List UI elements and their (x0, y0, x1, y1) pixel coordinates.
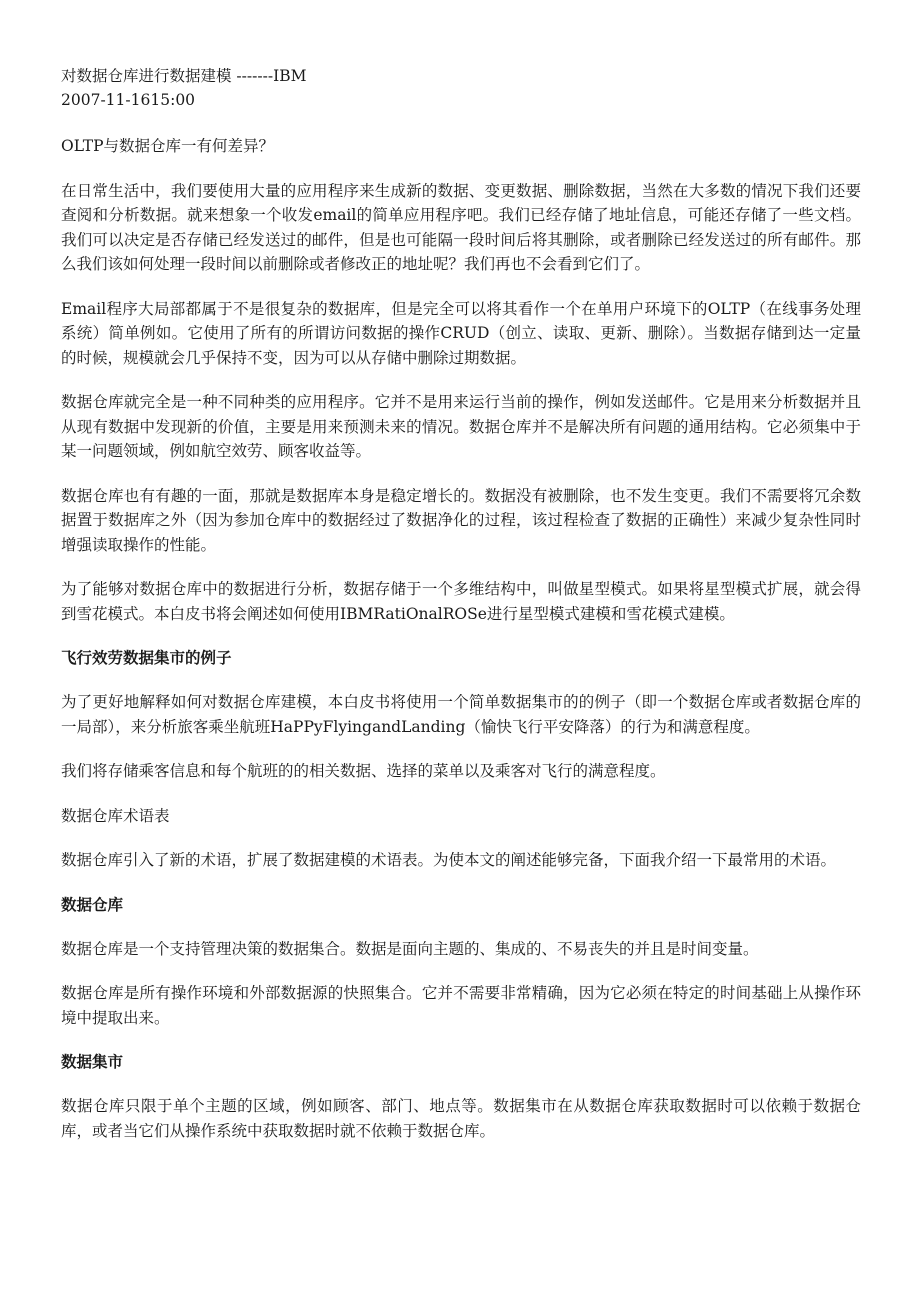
paragraph-data-mart: 数据仓库只限于单个主题的区域，例如顾客、部门、地点等。数据集市在从数据仓库获取数据时可以依赖于数据仓库，或者当它们从操作系统中获取数据时就不依赖于数据仓库。 (61, 1097, 861, 1140)
section-heading-example: 飞行效劳数据集市的例子 (61, 649, 232, 667)
document-page (61, 64, 861, 1163)
section-heading-data-mart: 数据集市 (61, 1053, 124, 1071)
question-heading: OLTP与数据仓库一有何差异？ (61, 137, 275, 155)
paragraph-dw-definition: 数据仓库是一个支持管理决策的数据集合。数据是面向主题的、集成的、不易丧失的并且是时间变量。 (61, 939, 759, 958)
paragraph-intro: 在日常生活中，我们要使用大量的应用程序来生成新的数据、变更数据、删除数据，当然在大多数的情况下我们还要查阅和分析数据。就来想象一个收发email的简单应用程序吧。我们已经存储了地址信息，可能还存储了一些文档。我们可以决定是否存储已经发送过的邮件，但是也可能隔一段时间后将其删除，或者删除已经发送过的所有邮件。那么我们该如何处理一段时间以前删除或者修改正的地址呢？我们再也不会看到它们了。 (61, 181, 861, 273)
document-title: 对数据仓库进行数据建模 -------IBM (61, 67, 307, 85)
paragraph-glossary: 数据仓库引入了新的术语，扩展了数据建模的术语表。为使本文的阐述能够完备，下面我介绍一下最常用的术语。 (61, 851, 837, 869)
paragraph-example: 为了更好地解释如何对数据仓库建模，本白皮书将使用一个简单数据集市的的例子（即一个数据仓库或者数据仓库的一局部），来分析旅客乘坐航班HaPPyFlyingandLanding（愉快飞行平安降落）的行为和满意程度。 (61, 693, 861, 736)
title-block (61, 64, 861, 112)
paragraph-dw-snapshot: 数据仓库是所有操作环境和外部数据源的快照集合。它并不需要非常精确，因为它必须在特定的时间基础上从操作环境中提取出来。 (61, 984, 861, 1027)
section-heading-data-warehouse: 数据仓库 (61, 895, 124, 914)
document-date: 2007-11-1615:00 (61, 91, 196, 109)
glossary-heading: 数据仓库术语表 (61, 806, 170, 825)
paragraph-storage: 我们将存储乘客信息和每个航班的的相关数据、选择的菜单以及乘客对飞行的满意程度。 (61, 762, 666, 780)
paragraph-dw-application: 数据仓库就完全是一种不同种类的应用程序。它并不是用来运行当前的操作，例如发送邮件。它是用来分析数据并且从现有数据中发现新的价值，主要是用来预测未来的情况。数据仓库并不是解决所有问题的通用结构。它必须集中于某一问题领域，例如航空效劳、顾客收益等。 (61, 393, 861, 460)
paragraph-dw-growth: 数据仓库也有有趣的一面，那就是数据库本身是稳定增长的。数据没有被删除，也不发生变更。我们不需要将冗余数据置于数据库之外（因为参加仓库中的数据经过了数据净化的过程，该过程检查了数据的正确性）来减少复杂性同时增强读取操作的性能。 (61, 486, 861, 554)
paragraph-email-oltp: Email程序大局部都属于不是很复杂的数据库，但是完全可以将其看作一个在单用户环境下的OLTP（在线事务处理系统）简单例如。它使用了所有的所谓访问数据的操作CRUD（创立、读取、更新、删除）。当数据存储到达一定量的时候，规模就会几乎保持不变，因为可以从存储中删除过期数据。 (61, 299, 861, 367)
paragraph-star-schema: 为了能够对数据仓库中的数据进行分析，数据存储于一个多维结构中，叫做星型模式。如果将星型模式扩展，就会得到雪花模式。本白皮书将会阐述如何使用IBMRatiOnalROSe进行星型模式建模和雪花模式建模。 (61, 580, 861, 623)
